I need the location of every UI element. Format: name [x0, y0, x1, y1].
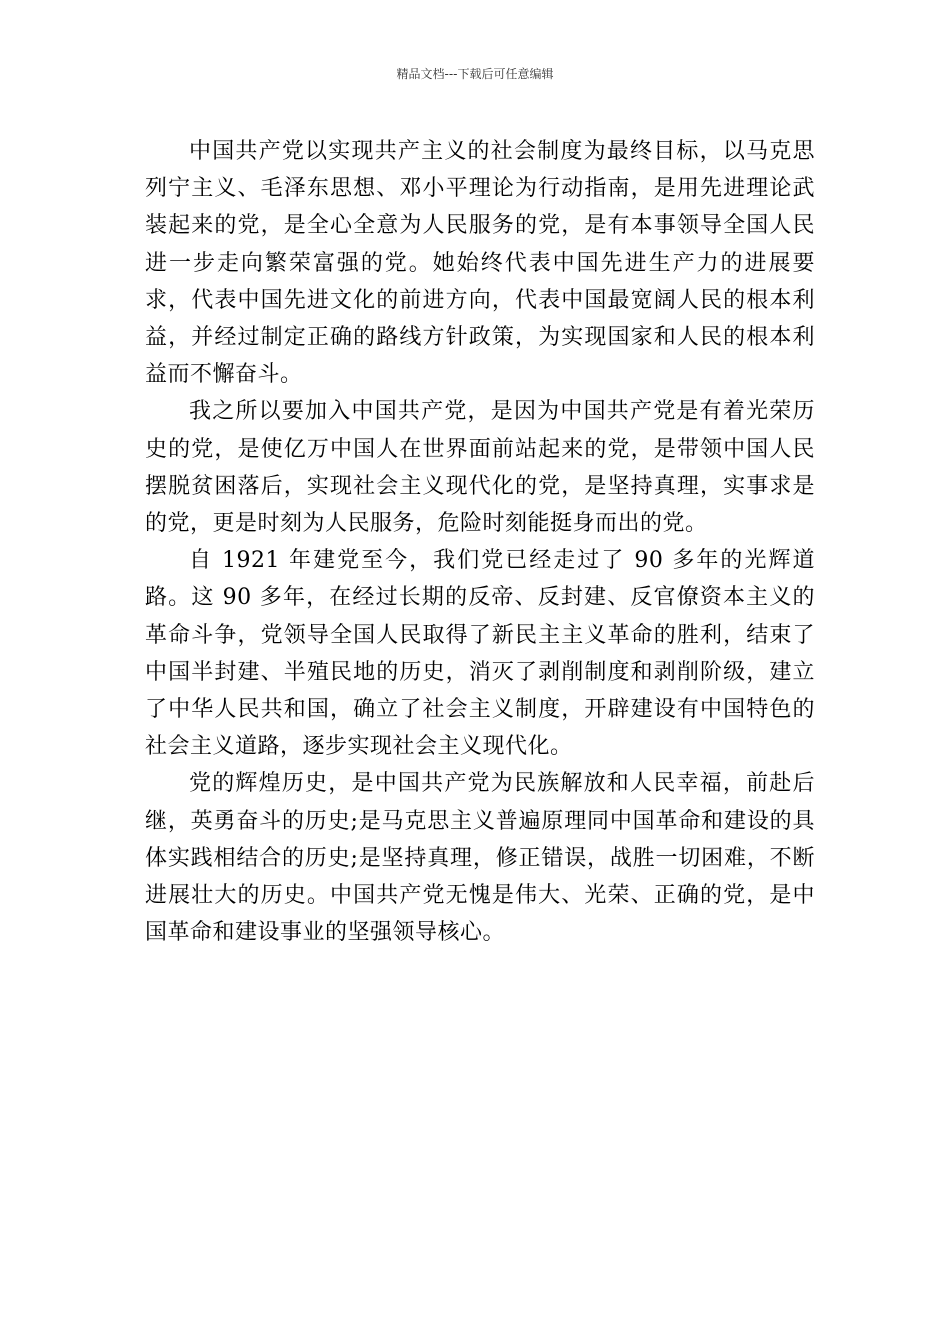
- paragraph-2: 我之所以要加入中国共产党，是因为中国共产党是有着光荣历史的党，是使亿万中国人在世界面前站起来的党，是带领中国人民摆脱贫困落后，实现社会主义现代化的党，是坚持真理，实事求是的党，更是时刻为人民服务，危险时刻能挺身而出的党。: [145, 399, 815, 537]
- paragraph-3: 自 1921 年建党至今，我们党已经走过了 90 多年的光辉道路。这 90 多年，在经过长期的反帝、反封建、反官僚资本主义的革命斗争，党领导全国人民取得了新民主主义革命的胜利，结束了中国半封建、半殖民地的历史，消灭了剥削制度和剥削阶级，建立了中华人民共和国，确立了社会主义制度，开辟建设有中国特色的社会主义道路，逐步实现社会主义现代化。: [145, 548, 815, 760]
- paragraph-1: 中国共产党以实现共产主义的社会制度为最终目标，以马克思列宁主义、毛泽东思想、邓小平理论为行动指南，是用先进理论武装起来的党，是全心全意为人民服务的党，是有本事领导全国人民进一步走向繁荣富强的党。她始终代表中国先进生产力的进展要求，代表中国先进文化的前进方向，代表中国最宽阔人民的根本利益，并经过制定正确的路线方针政策，为实现国家和人民的根本利益而不懈奋斗。: [145, 139, 815, 388]
- document-body: [145, 133, 815, 951]
- paragraph-4: 党的辉煌历史，是中国共产党为民族解放和人民幸福，前赴后继，英勇奋斗的历史;是马克思主义普遍原理同中国革命和建设的具体实践相结合的历史;是坚持真理，修正错误，战胜一切困难，不断进展壮大的历史。中国共产党无愧是伟大、光荣、正确的党，是中国革命和建设事业的坚强领导核心。: [145, 771, 815, 946]
- page-header: 精品文档---下载后可任意编辑: [396, 67, 554, 81]
